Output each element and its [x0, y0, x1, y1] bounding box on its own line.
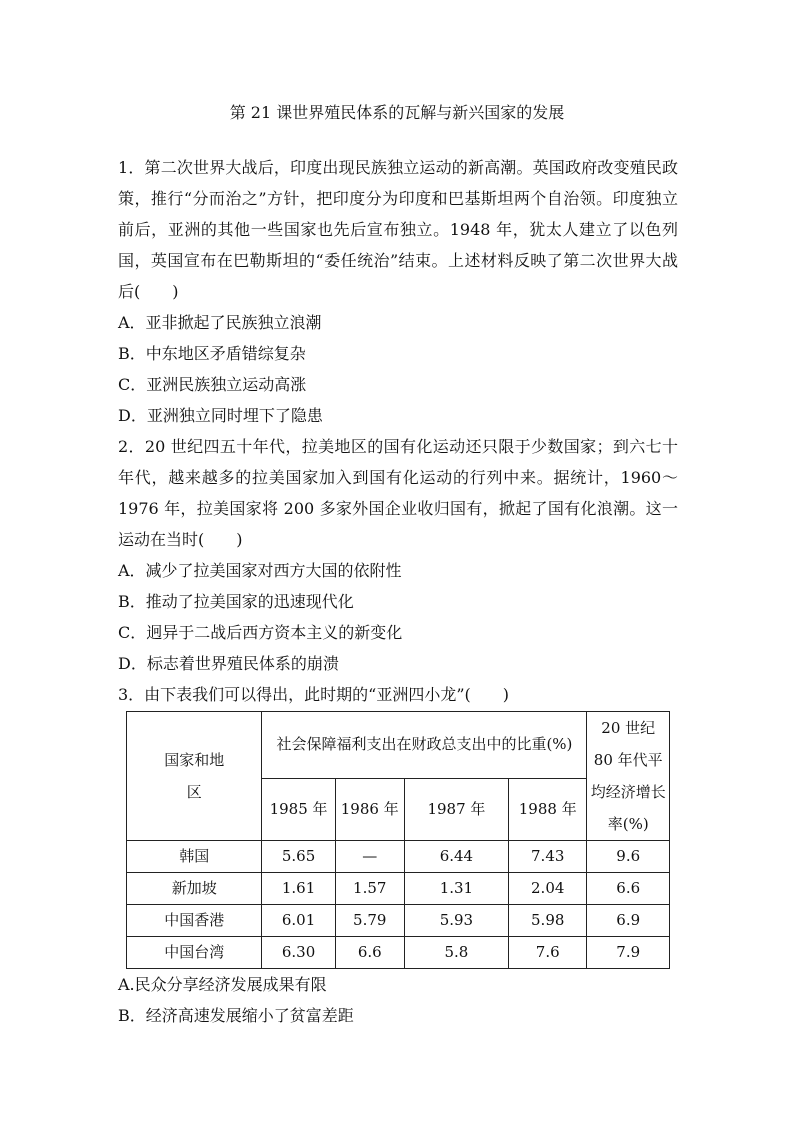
cell-growth: 7.9 [587, 937, 670, 969]
header-welfare-label: 社会保障福利支出在财政总支出中的比重(%) [276, 735, 573, 754]
cell-value: 5.93 [404, 905, 508, 937]
cell-value: 5.8 [404, 937, 508, 969]
page-title: 第 21 课世界殖民体系的瓦解与新兴国家的发展 [229, 103, 565, 122]
question-1-option-a: A．亚非掀起了民族独立浪潮 [118, 313, 322, 332]
cell-growth: 6.6 [587, 873, 670, 905]
cell-value: 6.30 [262, 937, 335, 969]
question-1-stem: 1．第二次世界大战后，印度出现民族独立运动的新高潮。英国政府改变殖民政策，推行“分而治之”方针，把印度分为印度和巴基斯坦两个自治领。印度独立前后，亚洲的其他一些国家也先后宣布独立。1948 年，犹太人建立了以色列国，英国宣布在巴勒斯坦的“委任统治”结束。上述材料反映了第二次世界大战后( ) [118, 158, 678, 301]
data-table [126, 711, 670, 969]
question-2-option-a: A．减少了拉美国家对西方大国的依附性 [118, 561, 402, 580]
table-row [127, 937, 670, 969]
question-2-option-c: C．迥异于二战后西方资本主义的新变化 [118, 623, 403, 642]
cell-value: 5.98 [509, 905, 587, 937]
cell-region: 新加坡 [127, 873, 262, 905]
cell-value: 7.43 [509, 841, 587, 873]
cell-growth: 9.6 [587, 841, 670, 873]
cell-value: 1.57 [335, 873, 404, 905]
question-1-option-b: B．中东地区矛盾错综复杂 [118, 344, 306, 363]
question-list [118, 152, 678, 1031]
cell-region: 韩国 [127, 841, 262, 873]
cell-growth: 6.9 [587, 905, 670, 937]
question-2-option-d: D．标志着世界殖民体系的崩溃 [118, 654, 339, 673]
header-year-1987: 1987 年 [404, 778, 508, 840]
header-growth [587, 712, 670, 841]
question-3-option-b: B．经济高速发展缩小了贫富差距 [118, 1006, 354, 1025]
header-growth-label: 20 世纪 80 年代平均经济增长率(%) [590, 719, 666, 833]
question-3-option-a: A.民众分享经济发展成果有限 [118, 975, 327, 994]
header-year-1988: 1988 年 [509, 778, 587, 840]
question-2-stem: 2．20 世纪四五十年代，拉美地区的国有化运动还只限于少数国家；到六七十年代，越来越多的拉美国家加入到国有化运动的行列中来。据统计，1960～1976 年，拉美国家将 200 多家外国企业收归国有，掀起了国有化浪潮。这一运动在当时( ) [118, 437, 678, 549]
table-row [127, 905, 670, 937]
cell-value: 6.6 [335, 937, 404, 969]
cell-value: 7.6 [509, 937, 587, 969]
table-row [127, 841, 670, 873]
cell-value: 1.31 [404, 873, 508, 905]
header-welfare-group [262, 712, 587, 779]
cell-value: — [335, 841, 404, 873]
question-2-option-b: B．推动了拉美国家的迅速现代化 [118, 592, 354, 611]
cell-value: 1.61 [262, 873, 335, 905]
table-row [127, 873, 670, 905]
cell-region: 中国香港 [127, 905, 262, 937]
cell-value: 6.01 [262, 905, 335, 937]
cell-value: 2.04 [509, 873, 587, 905]
question-1-option-c: C．亚洲民族独立运动高涨 [118, 375, 307, 394]
cell-value: 5.65 [262, 841, 335, 873]
question-1-option-d: D．亚洲独立同时埋下了隐患 [118, 406, 323, 425]
header-year-1985: 1985 年 [262, 778, 335, 840]
header-region [127, 712, 262, 841]
cell-value: 6.44 [404, 841, 508, 873]
question-3-stem: 3．由下表我们可以得出，此时期的“亚洲四小龙”( ) [118, 685, 510, 704]
header-year-1986: 1986 年 [335, 778, 404, 840]
cell-value: 5.79 [335, 905, 404, 937]
cell-region: 中国台湾 [127, 937, 262, 969]
header-region-label: 国家和地区 [164, 751, 225, 801]
